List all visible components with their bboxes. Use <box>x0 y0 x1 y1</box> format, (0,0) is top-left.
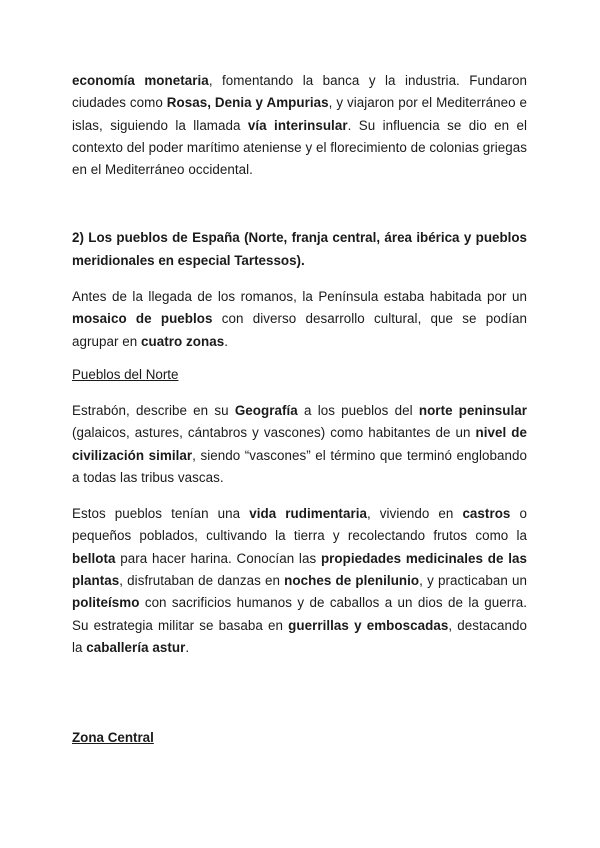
paragraph-strabo <box>72 400 527 489</box>
bold-term: noches de plenilunio <box>284 573 420 589</box>
text-run: con sacrificios humanos y de caballos a un dios de la guerra. Su estrategia militar se basaba en <box>72 595 527 633</box>
text-run: , y viajaron por el Mediterráneo e islas, siguiendo la llamada <box>72 95 528 133</box>
text-run: , siendo “vascones” el término que terminó englobando a todas las tribus vascas. <box>72 447 527 485</box>
bold-term: bellota <box>72 550 116 566</box>
text-run: . <box>185 639 190 655</box>
bold-term: propiedades medicinales de las plantas <box>72 550 528 589</box>
paragraph-northern-life <box>72 503 527 659</box>
paragraph-intro-peoples <box>72 286 527 353</box>
bold-term: economía monetaria <box>72 73 209 88</box>
text-run: . <box>224 333 229 349</box>
bold-term: castros <box>462 506 511 522</box>
text-run: , y practicaban un <box>419 573 527 589</box>
bold-term: caballería astur <box>86 639 186 655</box>
bold-term: Rosas, Denia y Ampurias <box>166 95 329 111</box>
text-run: Estrabón, describe en su <box>72 402 235 418</box>
bold-term: norte peninsular <box>418 402 527 418</box>
text-run: con diverso desarrollo cultural, que se podían agrupar en <box>72 311 527 349</box>
paragraph-greek-colonies <box>72 70 527 181</box>
bold-term: vía interinsular <box>247 117 348 133</box>
text-run: , viviendo en <box>366 506 463 522</box>
text-run: para hacer harina. Conocían las <box>115 550 321 566</box>
text-run: a los pueblos del <box>297 402 419 418</box>
bold-term: nivel de civilización similar <box>72 425 528 463</box>
text-run: , disfrutaban de danzas en <box>119 573 285 589</box>
text-run: , destacando la <box>72 617 527 655</box>
bold-term: politeísmo <box>72 595 140 611</box>
bold-term: cuatro zonas <box>141 333 225 349</box>
text-run: o pequeños poblados, cultivando la tierra y recolectando frutos como la <box>72 506 527 544</box>
text-run: . Su influencia se dio en el contexto del poder marítimo ateniense y el florecimiento de colonias griegas en el Mediterráneo occidental. <box>72 117 528 178</box>
subheading-north: Pueblos del Norte <box>72 366 179 382</box>
text-run: , fomentando la banca y la industria. Fundaron ciudades como <box>72 73 527 111</box>
bold-term: Geografía <box>234 402 298 418</box>
subheading-central: Zona Central <box>72 730 154 746</box>
text-run: Antes de la llegada de los romanos, la Península estaba habitada por un <box>72 289 527 305</box>
section-heading: 2) Los pueblos de España (Norte, franja central, área ibérica y pueblos meridionales en especial Tartessos). <box>72 230 527 268</box>
bold-term: mosaico de pueblos <box>72 311 213 327</box>
bold-term: vida rudimentaria <box>249 506 367 522</box>
text-run: Estos pueblos tenían una <box>72 506 250 522</box>
document-page <box>72 70 527 749</box>
text-run: (galaicos, astures, cántabros y vascones) como habitantes de un <box>72 425 476 441</box>
bold-term: guerrillas y emboscadas <box>288 617 449 633</box>
